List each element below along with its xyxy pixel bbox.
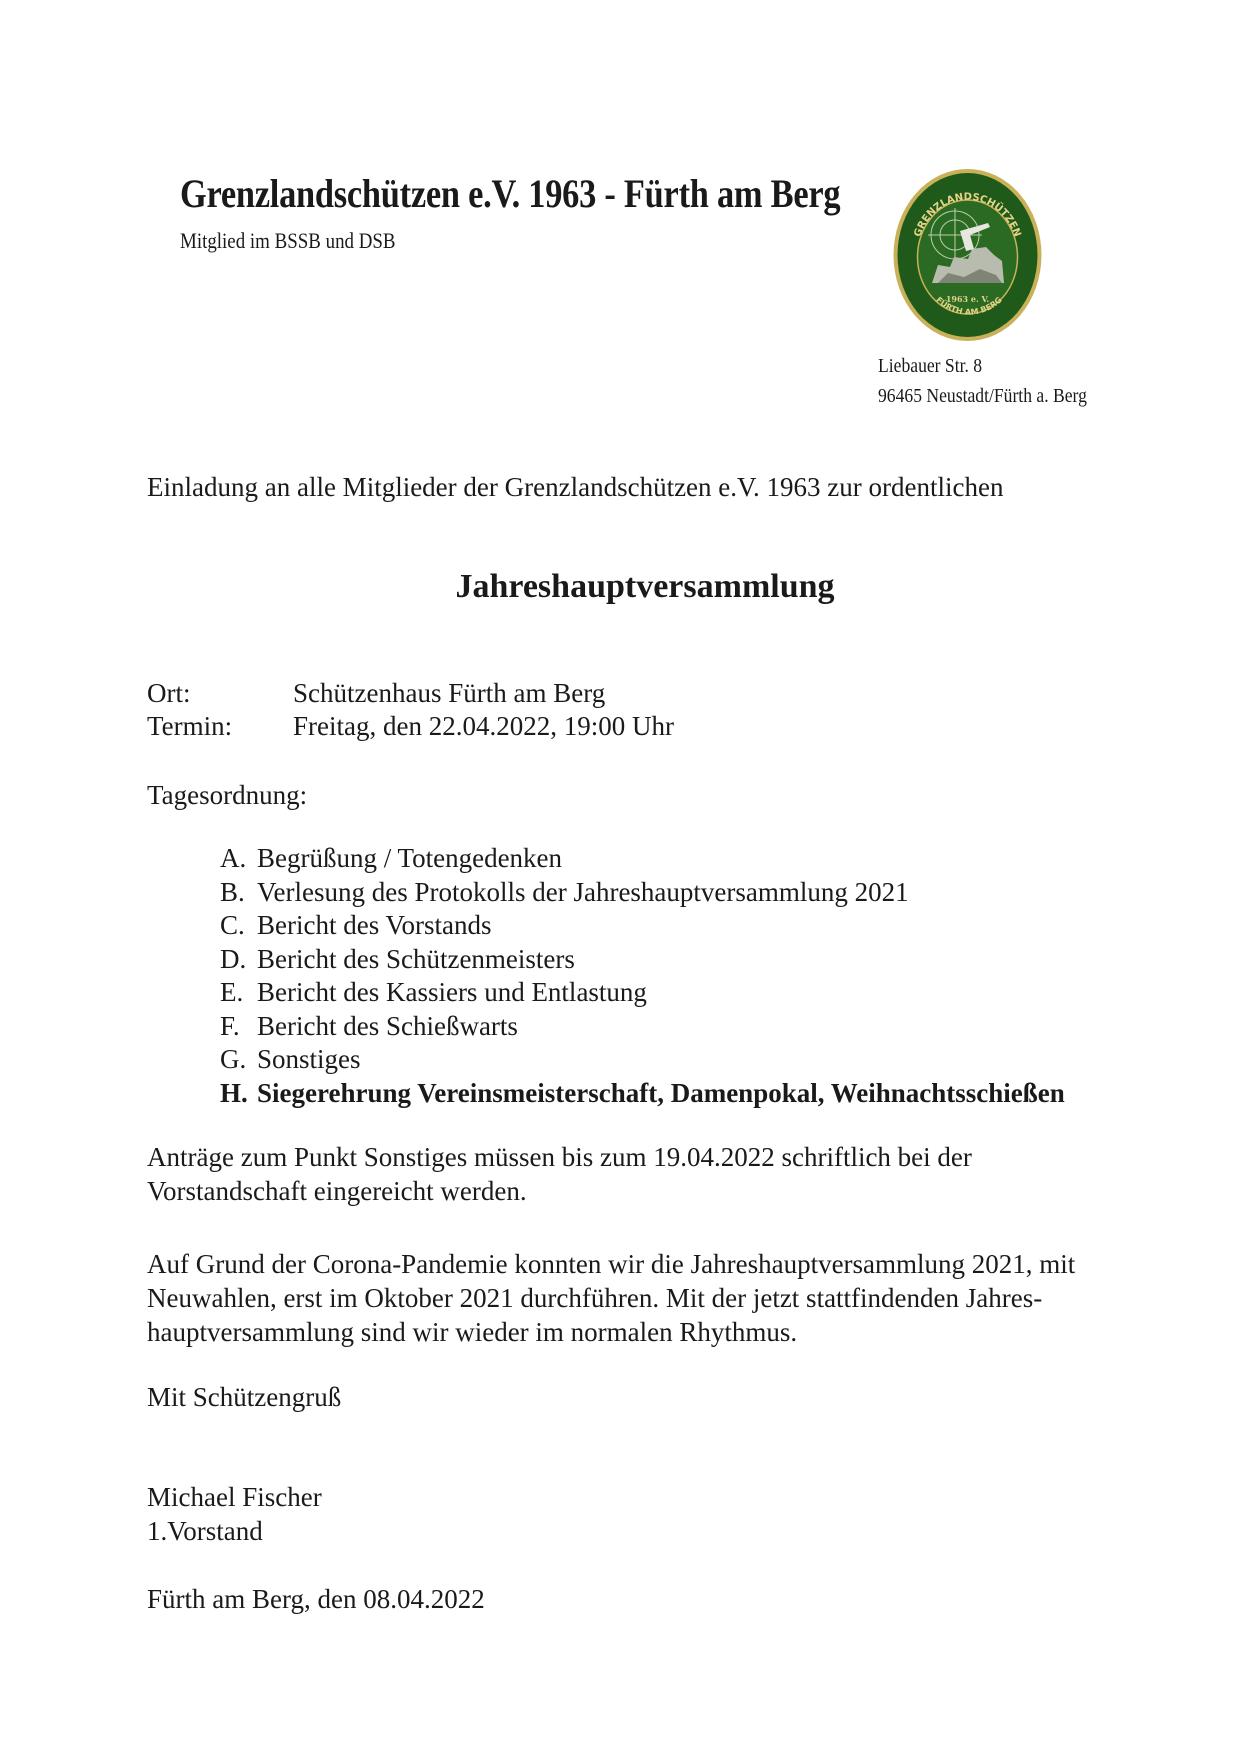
agenda-item-letter: H.: [220, 1077, 248, 1108]
corona-line-2: Neuwahlen, erst im Oktober 2021 durchführen. Mit der jetzt stattfindenden Jahres-: [147, 1283, 1043, 1313]
address-city: 96465 Neustadt/Fürth a. Berg: [878, 385, 1087, 407]
crest-text-top: GRENZLANDSCHÜTZEN: [912, 191, 1023, 239]
notice-line-1: Anträge zum Punkt Sonstiges müssen bis zum 19.04.2022 schriftlich bei der: [147, 1142, 972, 1172]
agenda-item-text: Verlesung des Protokolls der Jahreshauptversammlung 2021: [257, 876, 909, 907]
crest-text-year: 1963 e. V.: [945, 294, 990, 304]
agenda-item: [220, 976, 1065, 1010]
agenda-item-text: Bericht des Kassiers und Entlastung: [257, 977, 647, 1007]
agenda-item-text: Bericht des Schießwarts: [257, 1010, 518, 1041]
agenda-item: [220, 909, 1065, 943]
crest-text-bottom: FÜRTH AM BERG: [934, 295, 1004, 317]
agenda-item-letter: A.: [220, 843, 247, 873]
agenda-item: [220, 876, 1065, 910]
agenda-item: [220, 842, 1065, 876]
agenda-item-text: Begrüßung / Totengedenken: [257, 843, 563, 873]
agenda-item: [220, 1043, 1065, 1077]
place-date: Fürth am Berg, den 08.04.2022: [147, 1584, 485, 1614]
signature-name: Michael Fischer: [147, 1482, 322, 1512]
agenda-item-text: Bericht des Schützenmeisters: [257, 943, 575, 974]
ort-label: Ort:: [147, 678, 191, 708]
termin-value: Freitag, den 22.04.2022, 19:00 Uhr: [293, 711, 674, 741]
agenda-item-letter: B.: [220, 876, 245, 907]
agenda-item-letter: E.: [220, 977, 244, 1007]
intro-text: Einladung an alle Mitglieder der Grenzlandschützen e.V. 1963 zur ordentlichen: [147, 472, 1004, 502]
agenda-item-letter: D.: [220, 943, 247, 974]
signature-role: 1.Vorstand: [147, 1516, 263, 1546]
club-name: Grenzlandschützen e.V. 1963 - Fürth am Berg: [180, 171, 841, 216]
address-street: Liebauer Str. 8: [878, 355, 983, 377]
membership-line: Mitglied im BSSB und DSB: [180, 228, 396, 253]
agenda-item-letter: F.: [220, 1010, 240, 1041]
termin-label: Termin:: [147, 711, 233, 741]
agenda-item-letter: C.: [220, 910, 245, 940]
corona-line-3: hauptversammlung sind wir wieder im normalen Rhythmus.: [147, 1317, 798, 1347]
agenda-item-text: Siegerehrung Vereinsmeisterschaft, Damenpokal, Weihnachtsschießen: [257, 1077, 1065, 1108]
agenda-item-letter: G.: [220, 1044, 247, 1074]
greeting: Mit Schützengruß: [147, 1382, 342, 1412]
agenda-item: [220, 1010, 1065, 1044]
corona-line-1: Auf Grund der Corona-Pandemie konnten wir die Jahreshauptversammlung 2021, mit: [147, 1249, 1076, 1279]
agenda-item-text: Sonstiges: [257, 1044, 361, 1074]
club-crest-icon: [890, 165, 1045, 345]
document-title: Jahreshauptversammlung: [455, 568, 835, 605]
agenda-item-highlight: [220, 1077, 1065, 1111]
agenda-item-text: Bericht des Vorstands: [257, 910, 492, 940]
agenda-item: [220, 943, 1065, 977]
agenda-list: [220, 842, 1065, 1110]
agenda-label: Tagesordnung:: [147, 780, 308, 810]
notice-line-2: Vorstandschaft eingereicht werden.: [147, 1176, 527, 1206]
ort-value: Schützenhaus Fürth am Berg: [293, 678, 606, 708]
